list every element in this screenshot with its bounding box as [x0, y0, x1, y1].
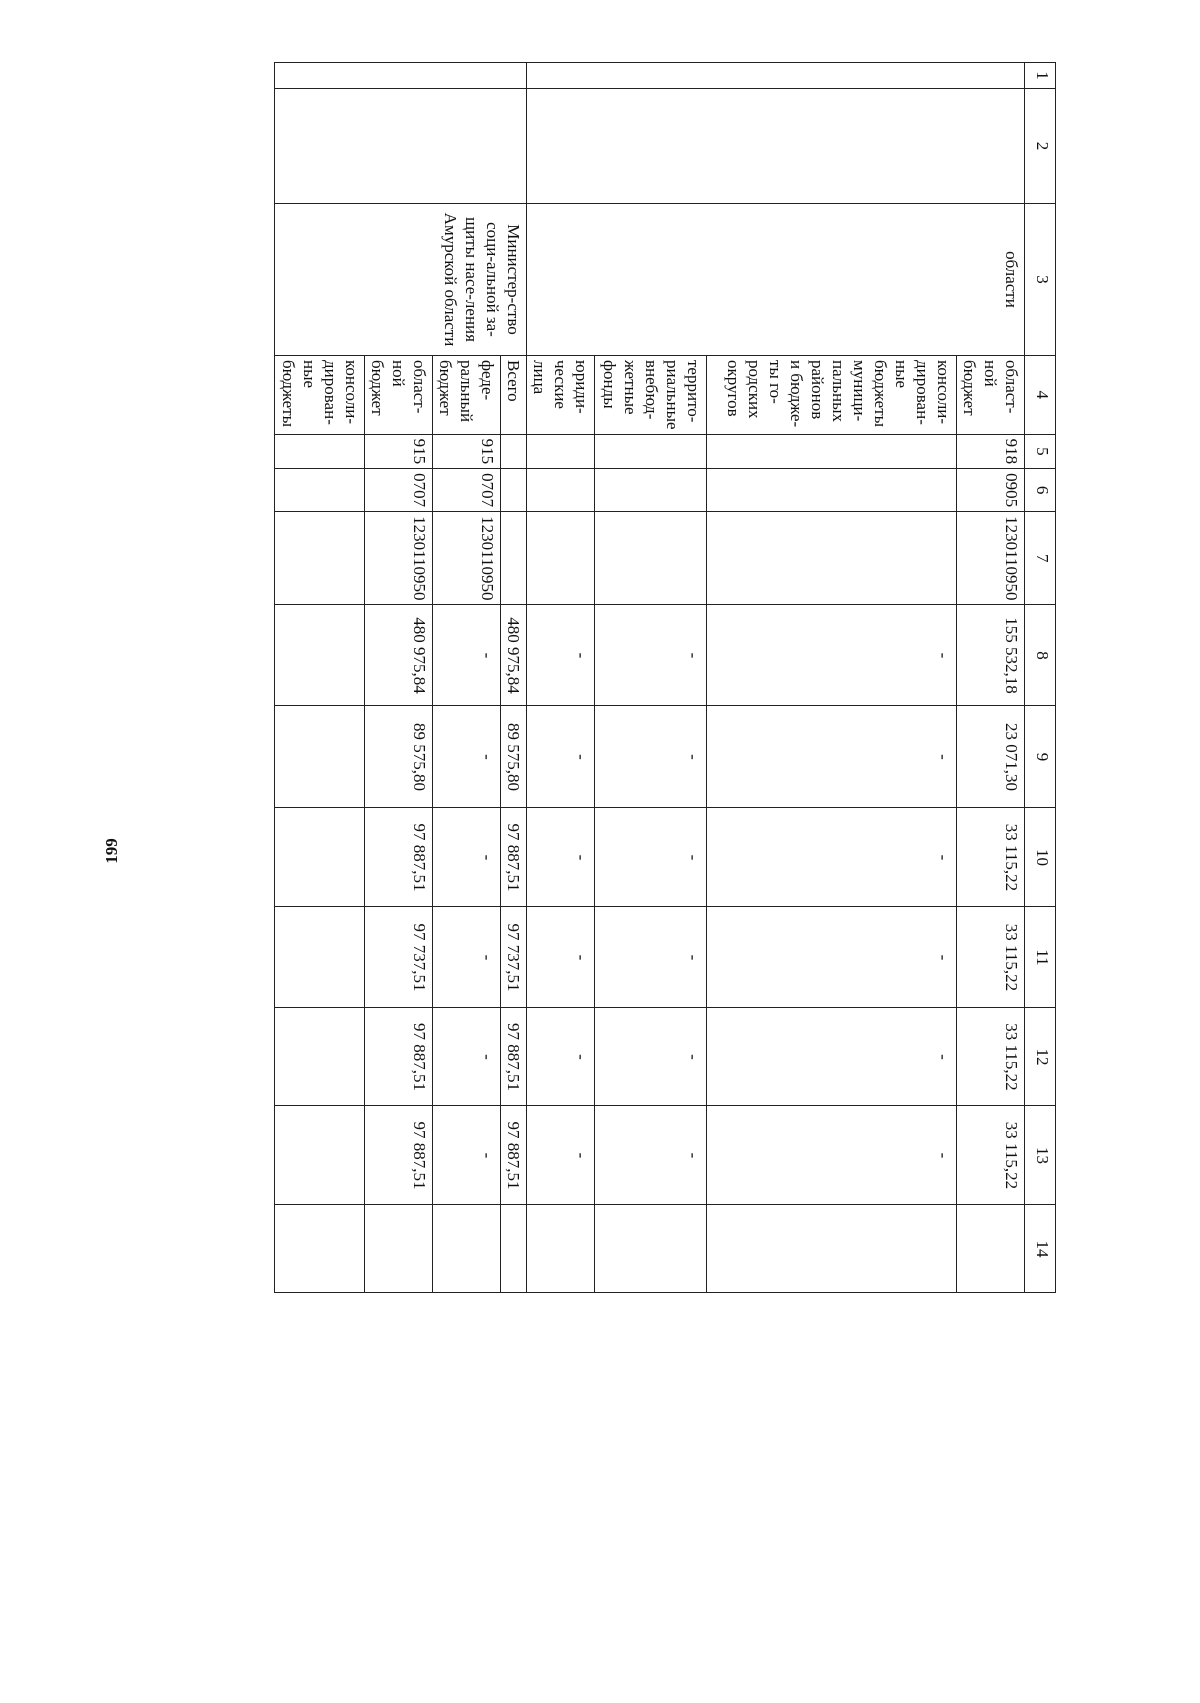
cell-col1: [527, 63, 1025, 89]
code-col7: 1230110950: [365, 512, 433, 605]
code-col6: [707, 469, 957, 512]
col-header-5: 5: [1025, 434, 1056, 469]
value-col13: [275, 1106, 365, 1205]
value-col12: [275, 1008, 365, 1106]
value-col13: -: [527, 1106, 595, 1205]
code-col5: [275, 434, 365, 469]
code-col6: 0905: [957, 469, 1025, 512]
value-col9: -: [433, 706, 501, 808]
col-header-7: 7: [1025, 512, 1056, 605]
value-col8: -: [707, 605, 957, 706]
col-header-13: 13: [1025, 1106, 1056, 1205]
value-col13: 33 115,22: [957, 1106, 1025, 1205]
value-col11: -: [707, 907, 957, 1008]
code-col7: [501, 512, 527, 605]
code-col7: 1230110950: [957, 512, 1025, 605]
funding-source: област-ной бюджет: [957, 356, 1025, 435]
col-header-14: 14: [1025, 1205, 1056, 1293]
value-col9: -: [707, 706, 957, 808]
value-col8: [275, 605, 365, 706]
funding-source: консоли-дирован-ные бюджеты: [275, 356, 365, 435]
code-col7: [707, 512, 957, 605]
value-col9: [275, 706, 365, 808]
value-col8: 155 532,18: [957, 605, 1025, 706]
cell-col2: [275, 89, 527, 204]
value-col12: 97 887,51: [365, 1008, 433, 1106]
code-col5: 915: [365, 434, 433, 469]
value-col11: 33 115,22: [957, 907, 1025, 1008]
page-number: 199: [102, 838, 121, 864]
value-col10: [275, 808, 365, 907]
funding-source: террито-риальные внебюд-жетные фонды: [595, 356, 707, 435]
value-col11: 97 737,51: [365, 907, 433, 1008]
value-col9: -: [527, 706, 595, 808]
code-col5: [707, 434, 957, 469]
col-header-12: 12: [1025, 1008, 1056, 1106]
value-col8: -: [527, 605, 595, 706]
value-col8: -: [433, 605, 501, 706]
value-col11: [275, 907, 365, 1008]
budget-table: [274, 62, 1056, 1293]
col-header-1: 1: [1025, 63, 1056, 89]
col-header-8: 8: [1025, 605, 1056, 706]
value-col8: 480 975,84: [365, 605, 433, 706]
funding-source: феде-ральный бюджет: [433, 356, 501, 435]
funding-source: юриди-ческие лица: [527, 356, 595, 435]
col-header-9: 9: [1025, 706, 1056, 808]
value-col9: 23 071,30: [957, 706, 1025, 808]
code-col7: [527, 512, 595, 605]
value-col13: 97 887,51: [501, 1106, 527, 1205]
value-col14: [707, 1205, 957, 1293]
code-col5: 918: [957, 434, 1025, 469]
col-header-6: 6: [1025, 469, 1056, 512]
code-col6: [275, 469, 365, 512]
value-col10: -: [433, 808, 501, 907]
value-col12: 33 115,22: [957, 1008, 1025, 1106]
value-col13: 97 887,51: [365, 1106, 433, 1205]
col-header-2: 2: [1025, 89, 1056, 204]
executor-label: Министер-ство соци-альной за-щиты насе-ления Амурской области: [275, 204, 527, 356]
value-col12: -: [595, 1008, 707, 1106]
value-col14: [365, 1205, 433, 1293]
value-col12: -: [707, 1008, 957, 1106]
value-col10: -: [707, 808, 957, 907]
rotated-table-wrapper: [204, 62, 1056, 1620]
value-col14: [433, 1205, 501, 1293]
value-col12: -: [527, 1008, 595, 1106]
value-col10: -: [527, 808, 595, 907]
value-col12: 97 887,51: [501, 1008, 527, 1106]
table-row: [501, 63, 527, 1293]
value-col14: [501, 1205, 527, 1293]
code-col6: 0707: [433, 469, 501, 512]
value-col8: 480 975,84: [501, 605, 527, 706]
value-col9: -: [595, 706, 707, 808]
funding-source: консоли-дирован-ные бюджеты муници-пальных районов и бюдже-ты го-родских округов: [707, 356, 957, 435]
header-row: [1025, 63, 1056, 1293]
code-col5: [501, 434, 527, 469]
funding-source: Всего: [501, 356, 527, 435]
value-col10: -: [595, 808, 707, 907]
value-col11: 97 737,51: [501, 907, 527, 1008]
value-col11: -: [433, 907, 501, 1008]
value-col9: 89 575,80: [501, 706, 527, 808]
code-col5: [595, 434, 707, 469]
col-header-4: 4: [1025, 356, 1056, 435]
table-row: [957, 63, 1025, 1293]
value-col11: -: [527, 907, 595, 1008]
value-col10: 97 887,51: [365, 808, 433, 907]
value-col13: -: [707, 1106, 957, 1205]
code-col6: [527, 469, 595, 512]
value-col11: -: [595, 907, 707, 1008]
value-col13: -: [595, 1106, 707, 1205]
code-col6: [501, 469, 527, 512]
code-col7: [595, 512, 707, 605]
value-col12: -: [433, 1008, 501, 1106]
code-col6: 0707: [365, 469, 433, 512]
code-col5: [527, 434, 595, 469]
value-col9: 89 575,80: [365, 706, 433, 808]
code-col7: 1230110950: [433, 512, 501, 605]
code-col7: [275, 512, 365, 605]
code-col5: 915: [433, 434, 501, 469]
col-header-3: 3: [1025, 204, 1056, 356]
value-col8: -: [595, 605, 707, 706]
value-col14: [527, 1205, 595, 1293]
col-header-10: 10: [1025, 808, 1056, 907]
executor-label: области: [527, 204, 1025, 356]
cell-col1: [275, 63, 527, 89]
col-header-11: 11: [1025, 907, 1056, 1008]
funding-source: област-ной бюджет: [365, 356, 433, 435]
code-col6: [595, 469, 707, 512]
value-col10: 97 887,51: [501, 808, 527, 907]
value-col14: [957, 1205, 1025, 1293]
cell-col2: [527, 89, 1025, 204]
value-col14: [595, 1205, 707, 1293]
value-col14: [275, 1205, 365, 1293]
value-col10: 33 115,22: [957, 808, 1025, 907]
value-col13: -: [433, 1106, 501, 1205]
